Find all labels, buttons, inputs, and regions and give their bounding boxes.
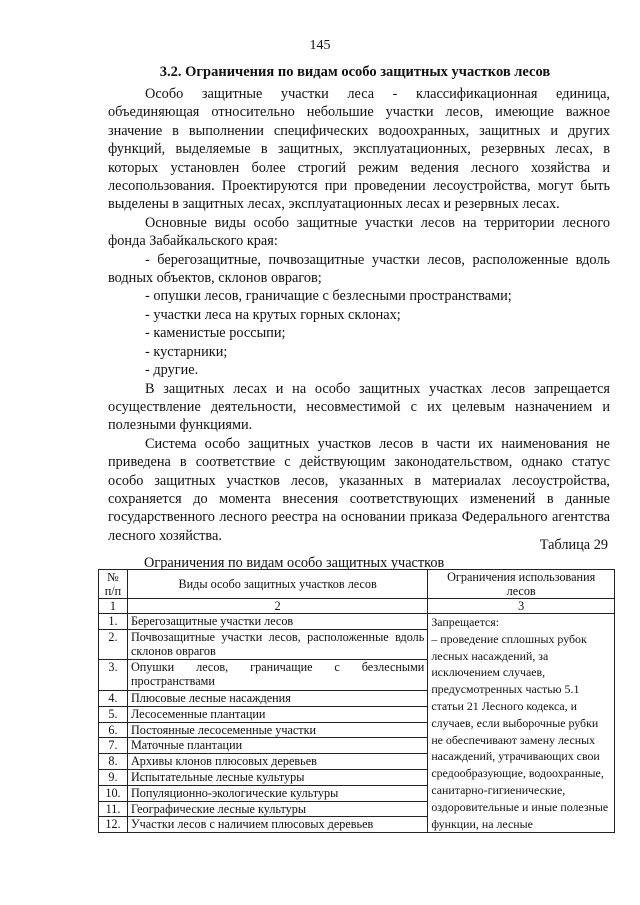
paragraph-system-status: Система особо защитных участков лесов в части их наименования не приведена в соответствие с действующим законодательством, однако статус особо защитных участков лесов, указанных в материалах лесоустройства, сохраняется до момента внесения соответствующих изменений в данные государственного лесного реестра на основании приказа Федерального агентства лесного хозяйства. [108, 435, 610, 544]
row-type: Маточные плантации [127, 738, 427, 754]
list-item: - кустарники; [145, 343, 228, 360]
paragraph-main-types: Основные виды особо защитные участки лесов на территории лесного фонда Забайкальского края: [108, 214, 610, 250]
row-num: 2. [99, 629, 128, 660]
restrictions-table [98, 569, 615, 833]
row-type: Лесосеменные плантации [127, 706, 427, 722]
row-type: Почвозащитные участки лесов, расположенные вдоль склонов оврагов [127, 629, 427, 660]
row-type: Географические лесные культуры [127, 801, 427, 817]
list-item: - каменистые россыпи; [145, 325, 286, 342]
restriction-body: – проведение сплошных рубок лесных насаждений, за исключением случаев, предусмотренных частью 5.1 статьи 21 Лесного кодекса, и случаев, если выборочные рубки не обеспечивают замену лесных насаждений, утрачивающих свои средообразующие, водоохранные, санитарно-гигиенические, оздоровительные и иные полезные функции, на лесные [431, 631, 609, 831]
page-number: 145 [309, 38, 331, 53]
paragraph-prohibition: В защитных лесах и на особо защитных участках лесов запрещается осуществление деятельности, несовместимой с их целевым назначением и полезными функциями. [108, 380, 610, 434]
row-num: 5. [99, 706, 128, 722]
index-cell: 3 [428, 599, 615, 614]
table-header-row [99, 570, 615, 599]
row-type: Популяционно-экологические культуры [127, 785, 427, 801]
list-item: - опушки лесов, граничащие с безлесными пространствами; [145, 288, 512, 305]
row-num: 4. [99, 690, 128, 706]
restriction-cell [428, 614, 615, 833]
table-label: Таблица 29 [539, 537, 608, 553]
row-type: Опушки лесов, граничащие с безлесными пространствами [127, 660, 427, 691]
row-type: Архивы клонов плюсовых деревьев [127, 754, 427, 770]
table-index-row [99, 599, 615, 614]
index-cell: 1 [99, 599, 128, 614]
row-type: Участки лесов с наличием плюсовых деревьев [127, 817, 427, 833]
table-caption: Ограничения по видам особо защитных участков [144, 555, 445, 571]
row-type: Берегозащитные участки лесов [127, 614, 427, 630]
row-num: 7. [99, 738, 128, 754]
row-num: 6. [99, 722, 128, 738]
index-cell: 2 [127, 599, 427, 614]
row-num: 11. [99, 801, 128, 817]
paragraph-definition: Особо защитные участки леса - классификационная единица, объединяющая относительно небольшие участки лесов, имеющие важное значение в выполнении специфических водоохранных, защитных и других функций, выделяемые в защитных, эксплуатационных, резервных лесах, в которых установлен более строгий режим ведения лесного хозяйства и лесопользования. Проектируются при проведении лесоустройства, могут быть выделены в защитных лесах, эксплуатационных лесах и резервных лесах. [108, 86, 610, 213]
row-num: 12. [99, 817, 128, 833]
header-num: № п/п [99, 570, 128, 599]
row-num: 8. [99, 754, 128, 770]
list-item: - участки леса на крутых горных склонах; [145, 306, 401, 323]
body-text [108, 85, 610, 545]
header-type: Виды особо защитных участков лесов [127, 570, 427, 599]
restriction-title: Запрещается: [431, 615, 500, 629]
header-restriction: Ограничения использования лесов [428, 570, 615, 599]
list-item: - берегозащитные, почвозащитные участки лесов, расположенные вдоль водных объектов, склонов оврагов; [108, 251, 610, 287]
row-num: 1. [99, 614, 128, 630]
row-type: Плюсовые лесные насаждения [127, 690, 427, 706]
row-num: 3. [99, 660, 128, 691]
list-item: - другие. [145, 362, 199, 379]
row-type: Постоянные лесосеменные участки [127, 722, 427, 738]
row-num: 10. [99, 785, 128, 801]
row-num: 9. [99, 770, 128, 786]
section-heading: 3.2. Ограничения по видам особо защитных участков лесов [159, 64, 551, 80]
table-row [99, 614, 615, 630]
row-type: Испытательные лесные культуры [127, 770, 427, 786]
